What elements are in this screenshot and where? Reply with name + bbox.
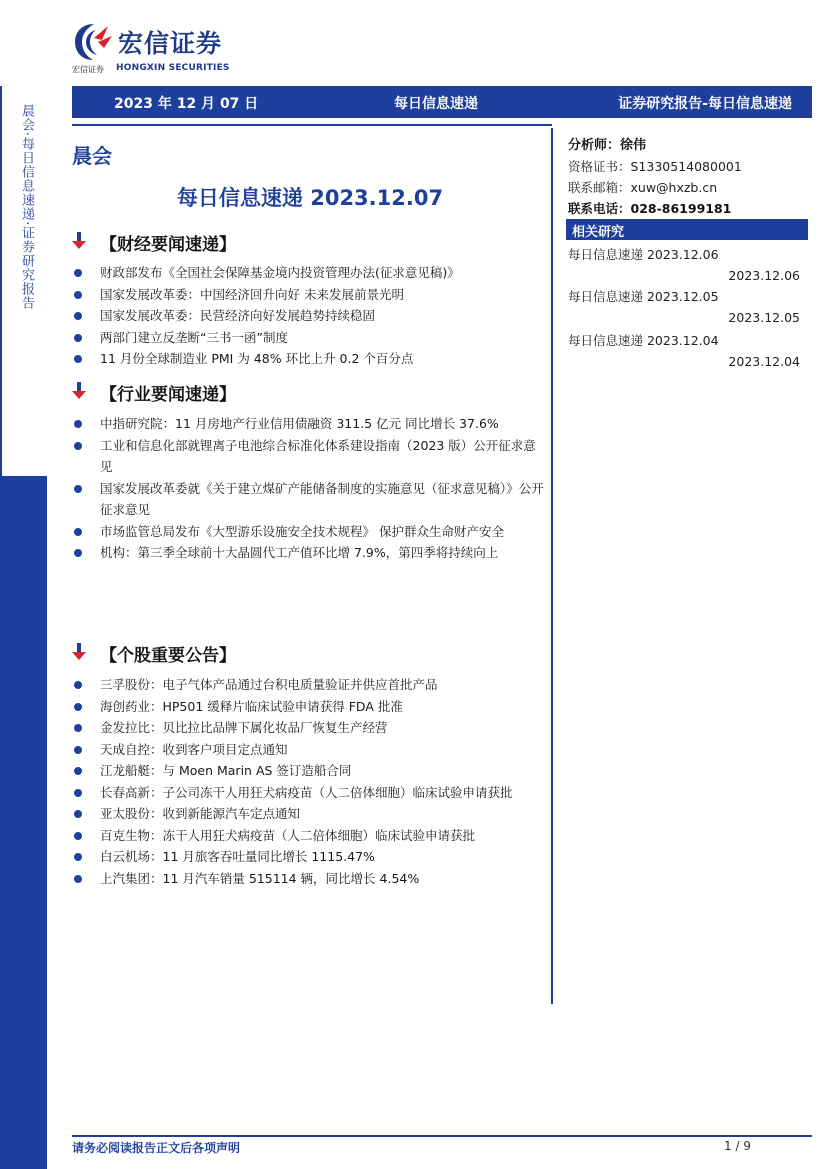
analyst-email: 联系邮箱：xuw@hxzb.cn: [568, 180, 718, 195]
related-title[interactable]: 每日信息速递 2023.12.04: [568, 333, 719, 348]
logo-sub-cn: 宏信证券: [72, 65, 104, 74]
report-series: 每日信息速递: [394, 96, 478, 112]
related-date: 2023.12.06: [728, 268, 800, 283]
page-title: 每日信息速递 2023.12.07: [176, 186, 444, 210]
list-item: 三孚股份：电子气体产品通过台积电质量验证并供应首批产品: [72, 674, 544, 696]
list-item: 国家发展改革委就《关于建立煤矿产能储备制度的实施意见（征求意见稿）》公开征求意见: [72, 478, 544, 521]
related-research-heading: 相关研究: [566, 219, 808, 240]
list-item: 国家发展改革委：民营经济向好发展趋势持续稳固: [72, 305, 544, 327]
list-item: 市场监管总局发布《大型游乐设施安全技术规程》 保护群众生命财产安全: [72, 521, 544, 543]
news-list: [72, 262, 544, 370]
arrow-down-icon: [72, 232, 86, 250]
list-item: 中指研究院：11 月房地产行业信用债融资 311.5 亿元 同比增长 37.6%: [72, 413, 544, 435]
list-item: 海创药业：HP501 缓释片临床试验申请获得 FDA 批准: [72, 696, 544, 718]
related-research-item[interactable]: [568, 244, 800, 286]
related-date: 2023.12.05: [728, 310, 800, 325]
list-item: 两部门建立反垄断“三书一函”制度: [72, 327, 544, 349]
header-band: [72, 86, 812, 118]
related-research-item[interactable]: [568, 286, 800, 328]
list-item: 百克生物：冻干人用狂犬病疫苗（人二倍体细胞）临床试验申请获批: [72, 825, 544, 847]
divider: [72, 124, 552, 126]
list-item: 白云机场：11 月旅客吞吐量同比增长 1115.47%: [72, 846, 544, 868]
logo-sub-en: HONGXIN SECURITIES: [116, 63, 230, 73]
footer-divider: [72, 1135, 812, 1137]
company-name: 晨会: [72, 144, 112, 168]
hongxin-logo-icon: [72, 20, 114, 64]
column-divider: [551, 128, 553, 1004]
list-item: 国家发展改革委：中国经济回升向好 未来发展前景光明: [72, 284, 544, 306]
analyst-cert: 资格证书：S1330514080001: [568, 159, 742, 174]
list-item: 机构：第三季全球前十大晶圆代工产值环比增 7.9%，第四季将持续向上: [72, 542, 544, 564]
logo-name: 宏信证券: [118, 29, 223, 58]
list-item: 天成自控：收到客户项目定点通知: [72, 739, 544, 761]
news-list: [72, 413, 544, 564]
related-title[interactable]: 每日信息速递 2023.12.06: [568, 247, 719, 262]
footer-disclaimer: 请务必阅读报告正文后各项声明: [72, 1141, 241, 1155]
report-date: 2023 年 12 月 07 日: [114, 96, 259, 112]
analyst-name: 分析师：徐伟: [568, 138, 647, 153]
arrow-down-icon: [72, 643, 86, 661]
list-item: 江龙船艇：与 Moen Marin AS 签订造船合同: [72, 760, 544, 782]
related-research-item[interactable]: [568, 330, 800, 372]
sidebar-label: 晨会·每日信息速递·证券研究报告: [19, 104, 34, 311]
page-number: 1 / 9: [724, 1139, 751, 1153]
analyst-phone: 联系电话：028-86199181: [568, 201, 732, 216]
arrow-down-icon: [72, 382, 86, 400]
related-title[interactable]: 每日信息速递 2023.12.05: [568, 289, 719, 304]
list-item: 11 月份全球制造业 PMI 为 48% 环比上升 0.2 个百分点: [72, 348, 544, 370]
related-date: 2023.12.04: [728, 354, 800, 369]
list-item: 长春高新：子公司冻干人用狂犬病疫苗（人二倍体细胞）临床试验申请获批: [72, 782, 544, 804]
list-item: 亚太股份：收到新能源汽车定点通知: [72, 803, 544, 825]
report-type: 证券研究报告-每日信息速递: [618, 96, 792, 112]
news-list: [72, 674, 544, 889]
list-item: 金发拉比：贝比拉比品牌下属化妆品厂恢复生产经营: [72, 717, 544, 739]
company-logo: [72, 18, 272, 76]
list-item: 上汽集团：11 月汽车销量 515114 辆，同比增长 4.54%: [72, 868, 544, 890]
list-item: 财政部发布《全国社会保障基金境内投资管理办法(征求意见稿)》: [72, 262, 544, 284]
list-item: 工业和信息化部就锂离子电池综合标准化体系建设指南（2023 版）公开征求意见: [72, 435, 544, 478]
